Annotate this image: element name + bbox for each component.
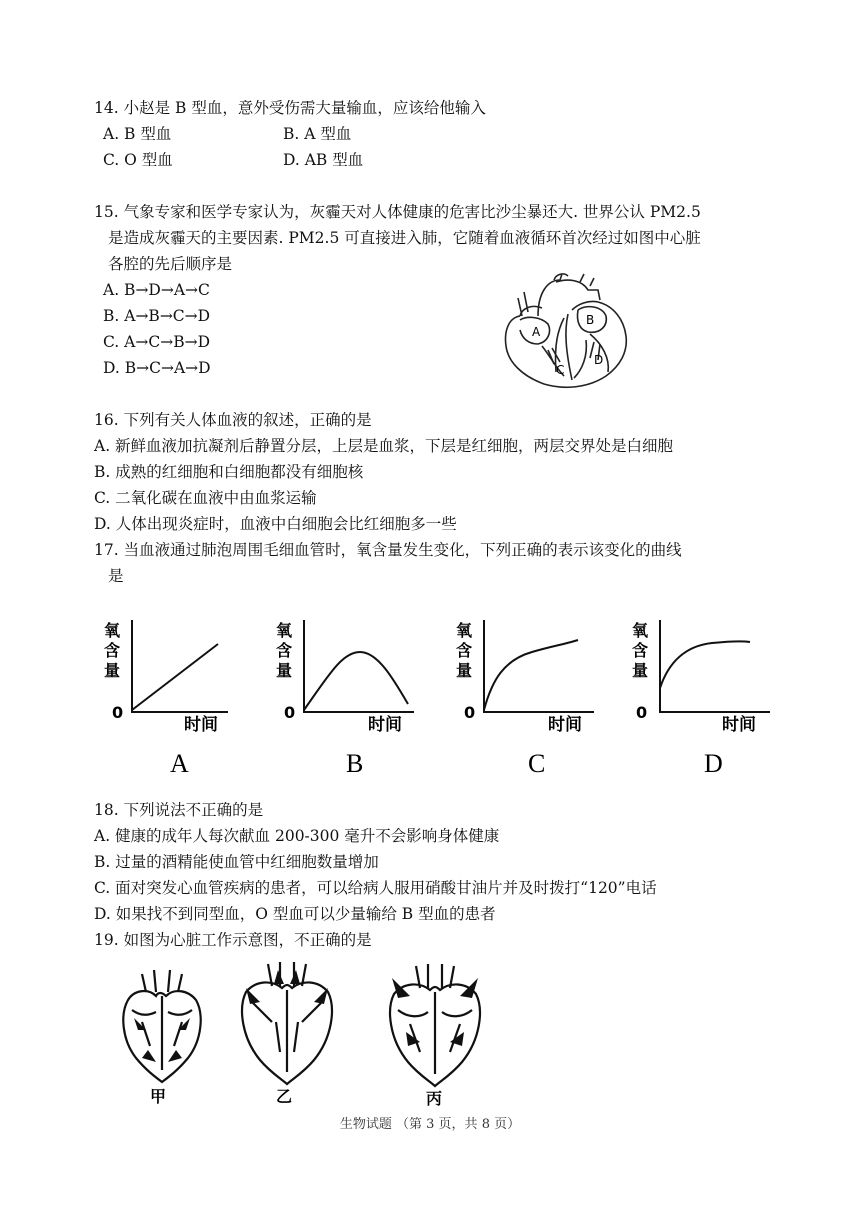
q17-stem-line-2: 是	[108, 567, 124, 585]
graph-c-origin: 0	[464, 703, 476, 722]
page-footer: 生物试题 （第 3 页，共 8 页）	[339, 1117, 521, 1132]
q15-option-d: D. B→C→A→D	[103, 359, 211, 377]
graph-c-ylabel-3: 量	[456, 661, 473, 680]
graph-b-axes	[304, 620, 414, 712]
q18-option-c: C. 面对突发心血管疾病的患者，可以给病人服用硝酸甘油片并及时拨打“120”电话	[94, 879, 657, 897]
heart-label-d: D	[594, 353, 604, 367]
q14-option-c: C. O 型血	[103, 151, 173, 169]
heart-work-figure-jia	[112, 966, 212, 1112]
q16-option-a: A. 新鲜血液加抗凝剂后静置分层，上层是血浆，下层是红细胞，两层交界处是白细胞	[94, 437, 674, 455]
graph-b-origin: 0	[284, 703, 296, 722]
graph-c-curve	[484, 640, 578, 710]
q16-option-d: D. 人体出现炎症时，血液中白细胞会比红细胞多一些	[94, 515, 457, 533]
graph-c-ylabel-2: 含	[456, 641, 473, 660]
q17-stem-line-1: 17. 当血液通过肺泡周围毛细血管时，氧含量发生变化，下列正确的表示该变化的曲线	[94, 541, 682, 559]
q15-stem-line-2: 是造成灰霾天的主要因素. PM2.5 可直接进入肺，它随着血液循环首次经过如图中心脏	[108, 229, 701, 247]
q15-stem-line-3: 各腔的先后顺序是	[108, 255, 233, 273]
graph-b-xlabel: 时间	[368, 715, 402, 735]
graph-c	[452, 616, 602, 781]
q16-stem: 16. 下列有关人体血液的叙述，正确的是	[94, 411, 372, 429]
graph-b-ylabel-3: 量	[276, 661, 293, 680]
heart-work-figure-bing	[380, 962, 490, 1112]
heart-label-b: B	[586, 313, 595, 327]
q18-option-a: A. 健康的成年人每次献血 200-300 毫升不会影响身体健康	[94, 827, 500, 845]
heart-diagram	[498, 272, 638, 396]
graph-b	[272, 616, 422, 781]
q14-option-a: A. B 型血	[103, 125, 172, 143]
graph-b-letter: B	[346, 749, 364, 778]
q16-option-c: C. 二氧化碳在血液中由血浆运输	[94, 489, 317, 507]
graph-d-ylabel-2: 含	[632, 641, 649, 660]
graph-c-ylabel-1: 氧	[456, 621, 473, 640]
graph-a-curve	[132, 644, 218, 710]
graph-b-ylabel-1: 氧	[276, 621, 293, 640]
q18-option-d: D. 如果找不到同型血，O 型血可以少量输给 B 型血的患者	[94, 905, 496, 923]
graph-b-curve	[304, 652, 408, 710]
heart-work-label-bing: 丙	[426, 1089, 443, 1108]
graph-d-ylabel-1: 氧	[632, 621, 649, 640]
q15-stem-line-1: 15. 气象专家和医学专家认为，灰霾天对人体健康的危害比沙尘暴还大. 世界公认 PM2.5	[94, 203, 701, 221]
graph-a-origin: 0	[112, 703, 124, 722]
graph-c-axes	[484, 620, 594, 712]
q14-option-d: D. AB 型血	[283, 151, 364, 169]
graph-d-curve	[660, 641, 750, 688]
graph-c-letter: C	[528, 749, 546, 778]
heart-label-a: A	[532, 325, 541, 339]
graph-a-ylabel-1: 氧	[104, 621, 121, 640]
q15-option-b: B. A→B→C→D	[103, 307, 211, 325]
graph-d-xlabel: 时间	[722, 715, 756, 735]
heart-label-c: C	[556, 363, 565, 377]
graph-a-xlabel: 时间	[184, 715, 218, 735]
graph-d-origin: 0	[636, 703, 648, 722]
heart-work-figure-yi	[232, 962, 342, 1112]
graph-a-ylabel-2: 含	[104, 641, 121, 660]
graph-d-axes	[660, 620, 770, 712]
graph-a-letter: A	[170, 749, 189, 778]
q16-option-b: B. 成熟的红细胞和白细胞都没有细胞核	[94, 463, 364, 481]
graph-d	[628, 616, 778, 781]
graph-c-xlabel: 时间	[548, 715, 582, 735]
graph-a	[100, 616, 240, 781]
q19-stem: 19. 如图为心脏工作示意图，不正确的是	[94, 931, 372, 949]
graph-d-ylabel-3: 量	[632, 661, 649, 680]
q18-stem: 18. 下列说法不正确的是	[94, 801, 264, 819]
heart-work-label-jia: 甲	[150, 1087, 167, 1106]
graph-b-ylabel-2: 含	[276, 641, 293, 660]
q14-stem: 14. 小赵是 B 型血，意外受伤需大量输血，应该给他输入	[94, 99, 486, 117]
graph-a-ylabel-3: 量	[104, 661, 121, 680]
q15-option-a: A. B→D→A→C	[103, 281, 210, 299]
q15-option-c: C. A→C→B→D	[103, 333, 210, 351]
heart-work-label-yi: 乙	[276, 1087, 293, 1106]
q18-option-b: B. 过量的酒精能使血管中红细胞数量增加	[94, 853, 379, 871]
q14-option-b: B. A 型血	[283, 125, 352, 143]
graph-d-letter: D	[704, 749, 723, 778]
